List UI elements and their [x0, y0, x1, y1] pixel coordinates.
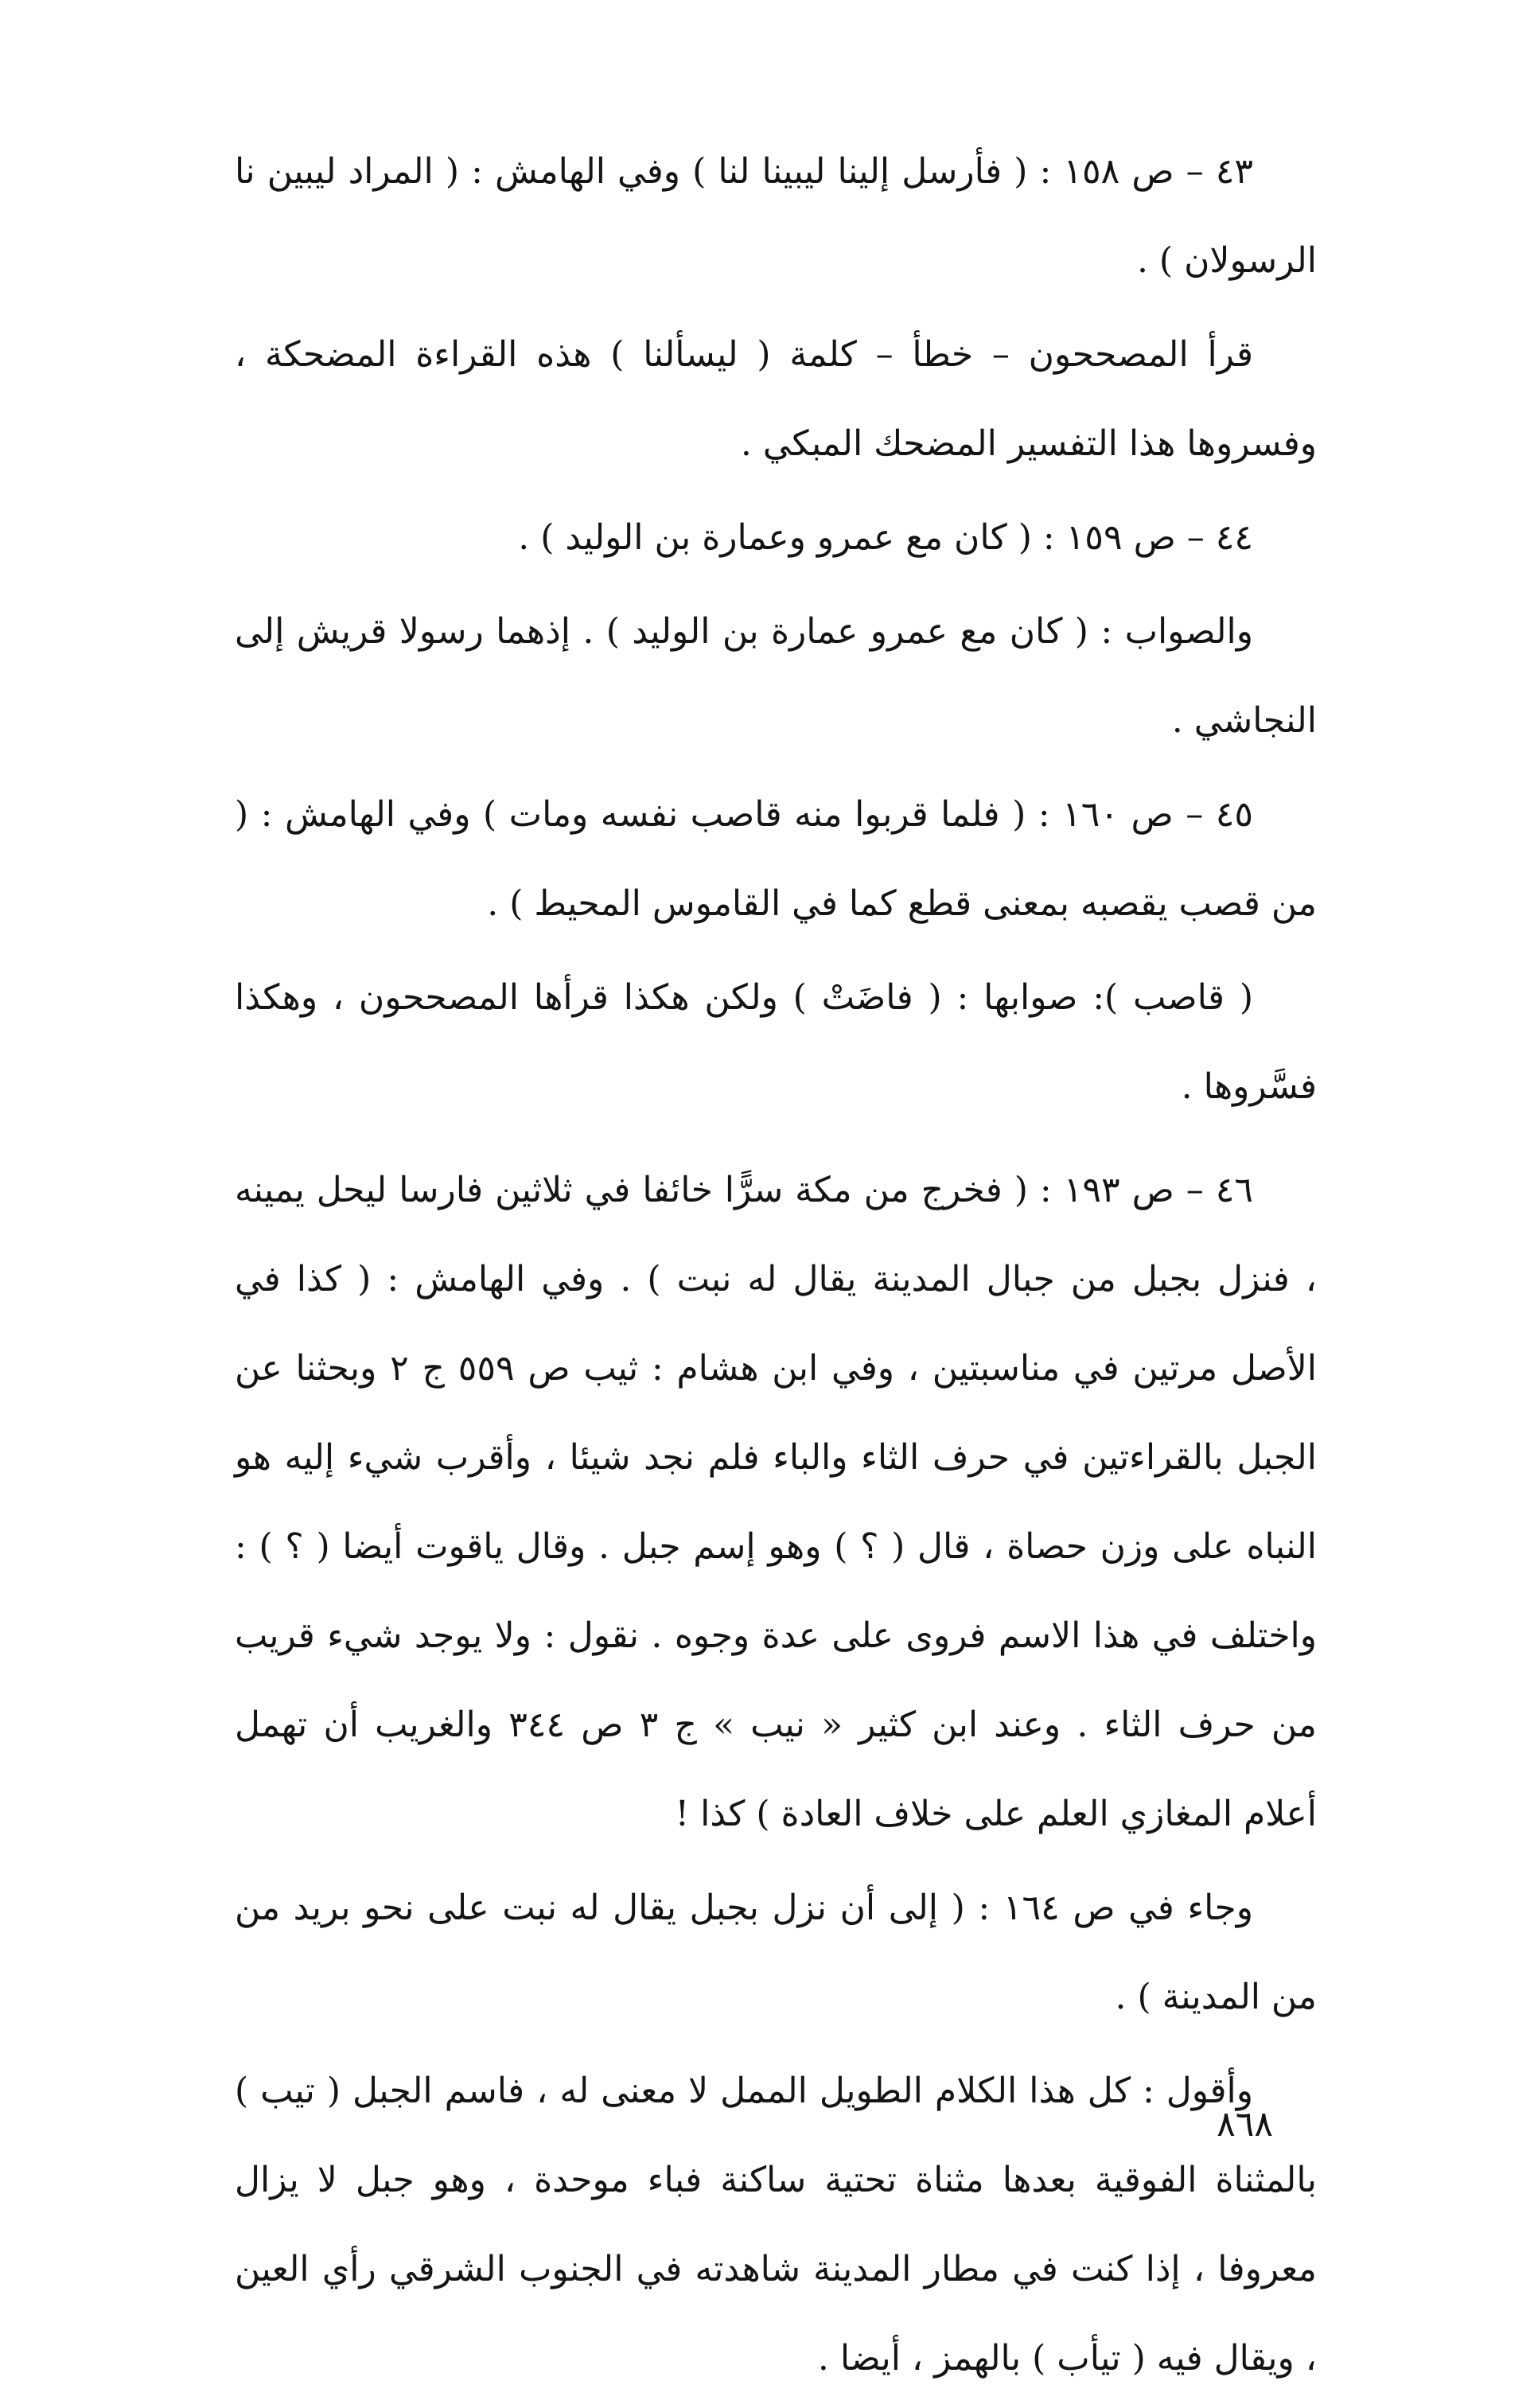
paragraph-correction-44: والصواب : ( كان مع عمرو عمارة بن الوليد ) . إذهما رسولا قريش إلى النجاشي .	[235, 611, 1317, 741]
paragraph-correction-45: ( قاصب ): صوابها : ( فاضَتْ ) ولكن هكذا قرأها المصححون ، وهكذا فسَّروها .	[235, 977, 1317, 1107]
page-number: ٨٦٨	[1217, 2104, 1273, 2145]
paragraph-note-45: ٤٥ – ص ١٦٠ : ( فلما قربوا منه قاصب نفسه ومات ) وفي الهامش : ( من قصب يقصبه بمعنى قطع كما في القاموس المحيط ) .	[235, 794, 1317, 924]
page-text	[235, 127, 1317, 2408]
paragraph-quote-164: وجاء في ص ١٦٤ : ( إلى أن نزل بجبل يقال له نبت على نحو بريد من من المدينة ) .	[235, 1888, 1317, 2017]
paragraph-note-43: ٤٣ – ص ١٥٨ : ( فأرسل إلينا ليبينا لنا ) وفي الهامش : ( المراد ليبين نا الرسولان ) .	[235, 151, 1317, 281]
paragraph-note-44: ٤٤ – ص ١٥٩ : ( كان مع عمرو وعمارة بن الوليد ) .	[518, 517, 1253, 558]
paragraph-note-46: ٤٦ – ص ١٩٣ : ( فخرج من مكة سرًّا خائفا في ثلاثين فارسا ليحل يمينه ، فنزل بجبل من جبال المدينة يقال له نبت ) . وفي الهامش : ( كذا في الأصل مرتين في مناسبتين ، وفي ابن هشام : ثيب ص ٥٥٩ ج ٢ وبحثنا عن الجبل بالقراءتين في حرف الثاء والباء فلم نجد شيئا ، وأقرب شيء إليه هو النباه على وزن حصاة ، قال ( ؟ ) وهو إسم جبل . وقال ياقوت أيضا ( ؟ ) : واختلف في هذا الاسم فروى على عدة وجوه . نقول : ولا يوجد شيء قريب من حرف الثاء . وعند ابن كثير « نيب » ج ٣ ص ٣٤٤ والغريب أن تهمل أعلام المغازي العلم على خلاف العادة ) كذا !	[235, 1170, 1318, 1834]
paragraph-correction-43: قرأ المصححون – خطأ – كلمة ( ليسألنا ) هذه القراءة المضحكة ، وفسروها هذا التفسير المضحك المبكي .	[235, 334, 1317, 464]
paragraph-conclusion: وأقول : كل هذا الكلام الطويل الممل لا معنى له ، فاسم الجبل ( تيب ) بالمثناة الفوقية بعدها مثناة تحتية ساكنة فباء موحدة ، وهو جبل لا يزال معروفا ، إذا كنت في مطار المدينة شاهدته في الجنوب الشرقي رأي العين ، ويقال فيه ( تيأب ) بالهمز ، أيضا .	[235, 2071, 1317, 2379]
